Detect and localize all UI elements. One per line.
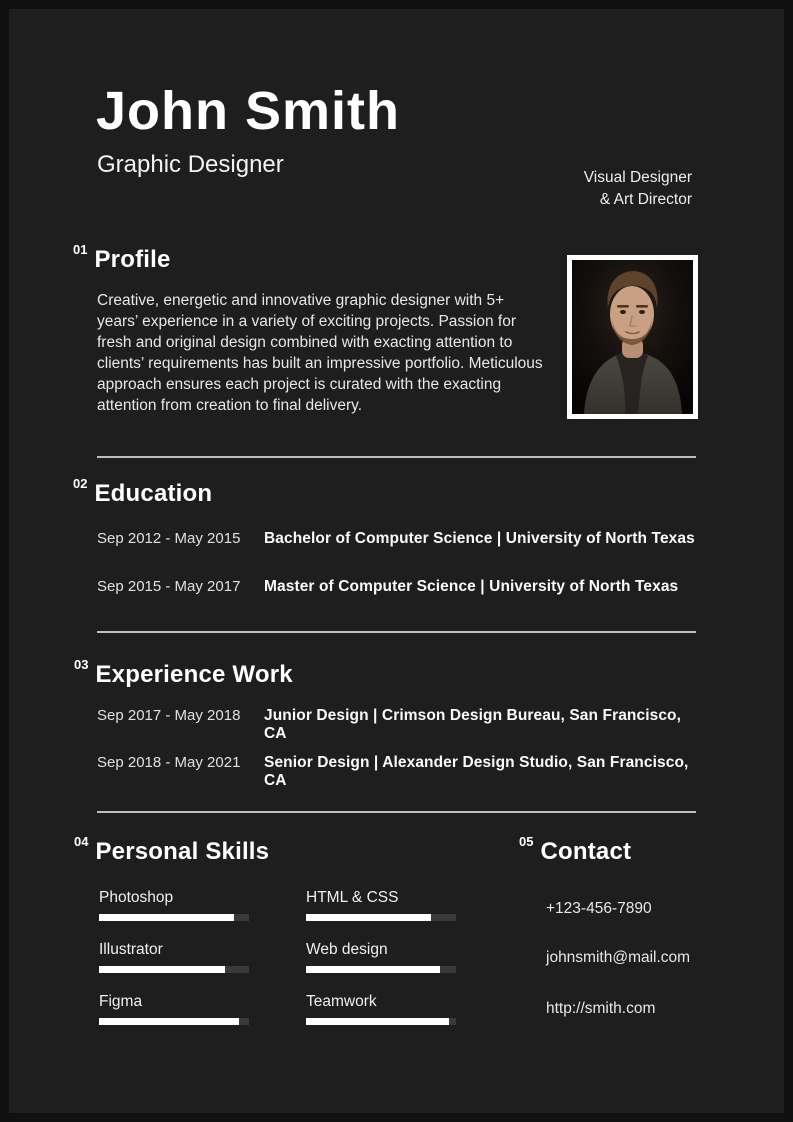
section-title: Personal Skills xyxy=(95,838,270,865)
skill-bar-track xyxy=(306,966,456,973)
skill-bar-fill xyxy=(306,966,440,973)
skill-label: Web design xyxy=(306,941,388,958)
skill-bar-fill xyxy=(306,1018,449,1025)
skill-bar-track xyxy=(99,914,249,921)
section-title: Contact xyxy=(540,838,632,865)
section-number: 01 xyxy=(73,242,88,257)
section-number: 05 xyxy=(519,834,534,849)
portrait-illustration xyxy=(572,260,693,414)
skill-label: HTML & CSS xyxy=(306,889,399,906)
skill-item xyxy=(99,992,249,1025)
skill-item xyxy=(99,940,249,973)
skill-label: Illustrator xyxy=(99,941,163,958)
skill-bar-fill xyxy=(306,914,431,921)
skill-bar-track xyxy=(306,914,456,921)
skill-item xyxy=(306,940,456,973)
section-title: Experience Work xyxy=(95,661,293,688)
section-heading-education xyxy=(73,477,212,506)
section-number: 04 xyxy=(74,834,89,849)
tagline-line-2: & Art Director xyxy=(599,190,692,208)
experience-detail: Senior Design | Alexander Design Studio, San Francisco, CA xyxy=(264,754,689,789)
section-heading-profile xyxy=(73,243,171,272)
skill-label: Photoshop xyxy=(99,889,174,906)
experience-dates: Sep 2018 - May 2021 xyxy=(97,754,241,771)
contact-website: http://smith.com xyxy=(546,1000,656,1017)
education-row xyxy=(97,578,697,596)
experience-detail: Junior Design | Crimson Design Bureau, San Francisco, CA xyxy=(264,707,682,742)
section-number: 02 xyxy=(73,476,88,491)
experience-dates: Sep 2017 - May 2018 xyxy=(97,707,241,724)
skill-bar-fill xyxy=(99,966,225,973)
section-heading-experience xyxy=(74,658,293,687)
section-title: Education xyxy=(94,480,213,507)
divider xyxy=(97,631,696,633)
education-detail: Bachelor of Computer Science | University of North Texas xyxy=(264,530,695,547)
skill-bar-track xyxy=(306,1018,456,1025)
profile-summary-text: Creative, energetic and innovative graphic designer with 5+ years’ experience in a variety of exciting projects. Passion for fresh and original design combined with exacting attention to clients’ requirements has built an impressive portfolio. Meticulous approach ensures each project is curated with the exacting attention from creation to final delivery. xyxy=(97,292,543,414)
divider xyxy=(97,456,696,458)
profile-photo xyxy=(567,255,698,419)
contact-phone: +123-456-7890 xyxy=(546,900,652,917)
experience-row xyxy=(97,754,697,790)
education-detail: Master of Computer Science | University of North Texas xyxy=(264,578,679,595)
divider xyxy=(97,811,696,813)
education-dates: Sep 2015 - May 2017 xyxy=(97,578,241,595)
section-title: Profile xyxy=(94,246,171,273)
tagline-line-1: Visual Designer xyxy=(583,169,692,186)
experience-row xyxy=(97,707,697,743)
section-number: 03 xyxy=(74,657,89,672)
person-job-title: Graphic Designer xyxy=(97,151,284,178)
skill-bar-fill xyxy=(99,914,234,921)
skill-bar-track xyxy=(99,966,249,973)
education-row xyxy=(97,530,697,548)
skill-label: Teamwork xyxy=(306,993,377,1010)
section-heading-skills xyxy=(74,835,269,864)
skill-item xyxy=(306,888,456,921)
education-dates: Sep 2012 - May 2015 xyxy=(97,530,241,547)
contact-email: johnsmith@mail.com xyxy=(546,949,691,966)
skill-bar-track xyxy=(99,1018,249,1025)
skill-item xyxy=(99,888,249,921)
skill-label: Figma xyxy=(99,993,143,1010)
skill-item xyxy=(306,992,456,1025)
section-heading-contact xyxy=(519,835,631,864)
tagline xyxy=(584,167,692,210)
skill-bar-fill xyxy=(99,1018,239,1025)
person-name: John Smith xyxy=(96,81,400,141)
